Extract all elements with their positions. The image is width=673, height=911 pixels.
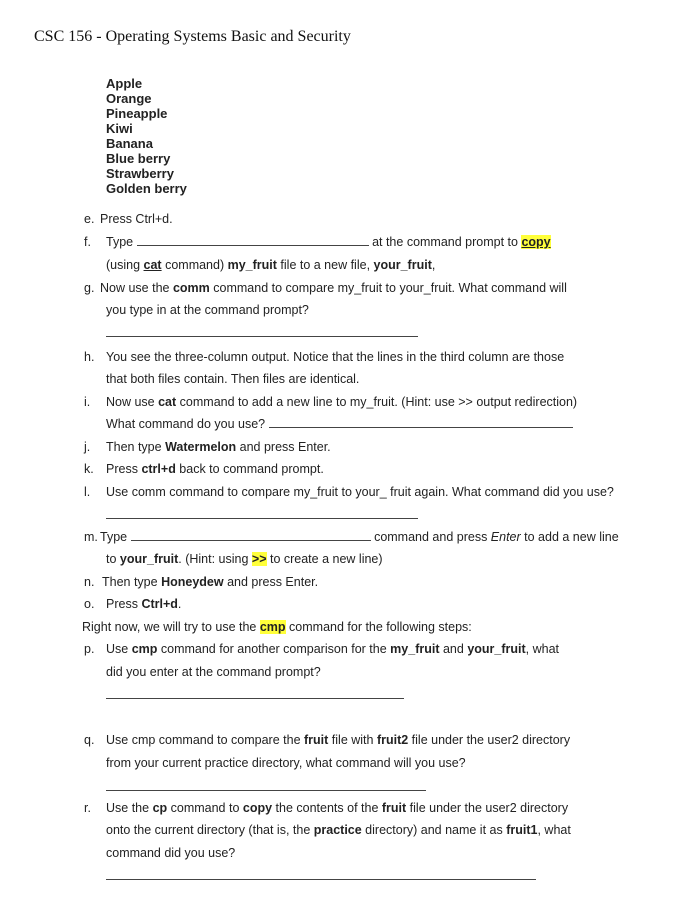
answer-blank[interactable] bbox=[131, 530, 371, 541]
answer-line[interactable] bbox=[106, 336, 418, 337]
step-q-line1 bbox=[106, 732, 570, 748]
step-j-line bbox=[106, 439, 331, 455]
step-r-text: directory) and name it as bbox=[361, 823, 507, 837]
step-p-text: , what bbox=[525, 642, 560, 656]
step-k-label: k. bbox=[84, 462, 94, 476]
answer-line[interactable] bbox=[106, 790, 426, 791]
fruit-item: Orange bbox=[106, 91, 152, 106]
fruit-watermelon: Watermelon bbox=[165, 440, 237, 454]
step-m-line2 bbox=[106, 551, 383, 567]
step-m-line1 bbox=[100, 529, 619, 545]
step-h-line2: that both files contain. Then files are identical. bbox=[106, 372, 360, 386]
fruit-item: Golden berry bbox=[106, 181, 187, 196]
step-f-line2 bbox=[106, 257, 435, 273]
step-j-text: Then type bbox=[106, 440, 166, 454]
step-m-text: Type bbox=[100, 530, 128, 544]
step-g-label: g. bbox=[84, 281, 95, 295]
cmd-cp: cp bbox=[152, 801, 168, 815]
step-l-label: l. bbox=[84, 485, 91, 499]
step-k-line bbox=[106, 461, 324, 477]
step-f-text: (using bbox=[106, 258, 144, 272]
highlight-copy: copy bbox=[521, 235, 551, 249]
word-copy: copy bbox=[242, 801, 273, 815]
file-fruit: fruit bbox=[304, 733, 329, 747]
step-p-line2: did you enter at the command prompt? bbox=[106, 665, 321, 679]
file-fruit: fruit bbox=[381, 801, 407, 815]
step-m-text: . (Hint: using bbox=[178, 552, 252, 566]
fruit-honeydew: Honeydew bbox=[161, 575, 224, 589]
step-p-line1 bbox=[106, 641, 559, 657]
step-o-text: Press bbox=[106, 597, 142, 611]
key-ctrl-d: Ctrl+d bbox=[141, 597, 178, 611]
step-q-text: file with bbox=[328, 733, 377, 747]
file-your-fruit: your_fruit bbox=[119, 552, 179, 566]
step-m-text: to add a new line bbox=[520, 530, 619, 544]
step-j-text: and press Enter. bbox=[236, 440, 331, 454]
step-i-line2 bbox=[106, 416, 573, 432]
page-header: CSC 156 - Operating Systems Basic and Security bbox=[34, 28, 351, 45]
step-o-label: o. bbox=[84, 597, 95, 611]
step-g-line2: you type in at the command prompt? bbox=[106, 303, 309, 317]
step-p-label: p. bbox=[84, 642, 95, 656]
intro-text: Right now, we will try to use the bbox=[82, 620, 260, 634]
step-k-text: back to command prompt. bbox=[175, 462, 324, 476]
highlight-cmp: cmp bbox=[259, 620, 286, 634]
answer-blank[interactable] bbox=[137, 235, 369, 246]
fruit-item: Apple bbox=[106, 76, 143, 91]
step-l-line1: Use comm command to compare my_fruit to your_ fruit again. What command did you use? bbox=[106, 485, 614, 499]
key-enter: Enter bbox=[490, 530, 521, 544]
step-g-text: command to compare my_fruit to your_fruit. What command will bbox=[209, 281, 567, 295]
step-q-text: file under the user2 directory bbox=[408, 733, 571, 747]
step-r-line2 bbox=[106, 822, 571, 838]
fruit-item: Blue berry bbox=[106, 151, 171, 166]
step-r-line1 bbox=[106, 800, 568, 816]
step-r-text: file under the user2 directory bbox=[406, 801, 569, 815]
step-r-line3: command did you use? bbox=[106, 846, 236, 860]
fruit-list bbox=[106, 76, 187, 196]
highlight-redirect: >> bbox=[251, 552, 267, 566]
step-f-label: f. bbox=[84, 235, 91, 249]
step-g-text: Now use the bbox=[100, 281, 173, 295]
step-o-line bbox=[106, 596, 181, 612]
step-f-line1 bbox=[106, 234, 551, 250]
fruit-item: Pineapple bbox=[106, 106, 168, 121]
step-i-text: command to add a new line to my_fruit. (Hint: use >> output redirection) bbox=[176, 395, 578, 409]
cmd-comm: comm bbox=[172, 281, 210, 295]
intro-text: command for the following steps: bbox=[285, 620, 472, 634]
file-my-fruit: my_fruit bbox=[227, 258, 277, 272]
step-n-text: Then type bbox=[102, 575, 162, 589]
file-my-fruit: my_fruit bbox=[390, 642, 440, 656]
step-f-text: command) bbox=[161, 258, 228, 272]
step-r-text: , what bbox=[537, 823, 571, 837]
answer-line[interactable] bbox=[106, 698, 404, 699]
step-r-text: the contents of the bbox=[272, 801, 382, 815]
step-g-line1 bbox=[100, 280, 567, 296]
step-n-label: n. bbox=[84, 575, 95, 589]
step-i-label: i. bbox=[84, 395, 91, 409]
step-f-text: Type bbox=[106, 235, 134, 249]
step-f-text: at the command prompt to bbox=[368, 235, 522, 249]
file-your-fruit: your_fruit bbox=[373, 258, 432, 272]
step-f-text: file to a new file, bbox=[276, 258, 374, 272]
step-p-text: Use bbox=[106, 642, 132, 656]
step-e-label: e. bbox=[84, 212, 95, 226]
step-r-label: r. bbox=[84, 801, 91, 815]
step-m-label: m. bbox=[84, 530, 98, 544]
step-i-text: What command do you use? bbox=[106, 417, 266, 431]
file-your-fruit: your_fruit bbox=[467, 642, 526, 656]
step-e-text: Press Ctrl+d. bbox=[100, 212, 173, 226]
key-ctrl-d: ctrl+d bbox=[141, 462, 176, 476]
step-m-text: command and press bbox=[370, 530, 491, 544]
fruit-item: Strawberry bbox=[106, 166, 174, 181]
step-m-text: to bbox=[106, 552, 120, 566]
answer-line[interactable] bbox=[106, 879, 536, 880]
step-i-line1 bbox=[106, 394, 577, 410]
step-q-text: Use cmp command to compare the bbox=[106, 733, 304, 747]
step-j-label: j. bbox=[84, 440, 91, 454]
fruit-item: Banana bbox=[106, 136, 153, 151]
answer-line[interactable] bbox=[106, 518, 418, 519]
step-h-label: h. bbox=[84, 350, 95, 364]
dir-practice: practice bbox=[313, 823, 362, 837]
step-h-line1: You see the three-column output. Notice that the lines in the third column are those bbox=[106, 350, 565, 364]
step-r-text: command to bbox=[167, 801, 243, 815]
cmd-cmp: cmp bbox=[131, 642, 158, 656]
step-r-text: Use the bbox=[106, 801, 153, 815]
step-m-text: to create a new line) bbox=[266, 552, 383, 566]
step-q-label: q. bbox=[84, 733, 95, 747]
answer-blank[interactable] bbox=[269, 417, 573, 428]
fruit-item: Kiwi bbox=[106, 121, 133, 136]
step-n-line bbox=[102, 574, 318, 590]
step-n-text: and press Enter. bbox=[223, 575, 319, 589]
step-q-line2: from your current practice directory, what command will you use? bbox=[106, 756, 466, 770]
step-p-text: and bbox=[439, 642, 468, 656]
file-fruit1: fruit1 bbox=[506, 823, 538, 837]
cmd-cat: cat bbox=[143, 258, 162, 272]
section-intro bbox=[82, 619, 472, 635]
step-p-text: command for another comparison for the bbox=[157, 642, 391, 656]
step-f-text: , bbox=[431, 258, 436, 272]
step-i-text: Now use bbox=[106, 395, 159, 409]
step-r-text: onto the current directory (that is, the bbox=[106, 823, 314, 837]
step-k-text: Press bbox=[106, 462, 142, 476]
file-fruit2: fruit2 bbox=[376, 733, 409, 747]
step-o-text: . bbox=[177, 597, 182, 611]
cmd-cat: cat bbox=[158, 395, 177, 409]
